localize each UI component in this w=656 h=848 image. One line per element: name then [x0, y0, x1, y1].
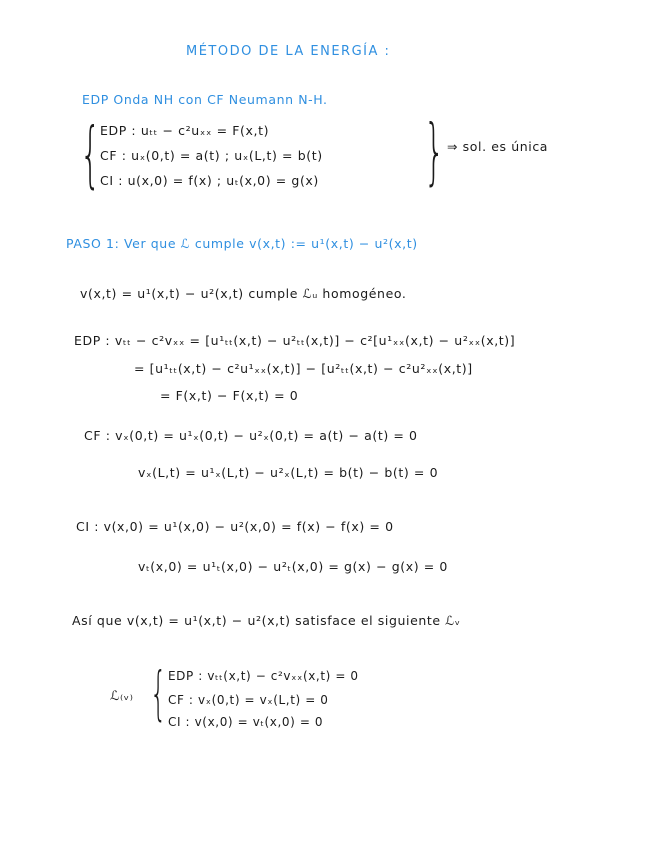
ci-step-2: vₜ(x,0) = u¹ₜ(x,0) − u²ₜ(x,0) = g(x) − g(x) = 0 [138, 559, 448, 574]
ci-step-1: CI : v(x,0) = u¹(x,0) − u²(x,0) = f(x) − f(x) = 0 [76, 519, 394, 534]
system-edp: EDP : uₜₜ − c²uₓₓ = F(x,t) [100, 123, 270, 138]
final-ci: CI : v(x,0) = vₜ(x,0) = 0 [168, 715, 324, 729]
edp-step-2: = [u¹ₜₜ(x,t) − c²u¹ₓₓ(x,t)] − [u²ₜₜ(x,t) − c²u²ₓₓ(x,t)] [134, 361, 473, 376]
left-brace: { [80, 112, 101, 196]
page-title: MÉTODO DE LA ENERGÍA : [186, 44, 391, 59]
final-left-brace: { [150, 659, 167, 727]
system-cf: CF : uₓ(0,t) = a(t) ; uₓ(L,t) = b(t) [100, 148, 323, 163]
system-ci: CI : u(x,0) = f(x) ; uₜ(x,0) = g(x) [100, 173, 319, 188]
final-edp: EDP : vₜₜ(x,t) − c²vₓₓ(x,t) = 0 [168, 669, 359, 683]
problem-subtitle: EDP Onda NH con CF Neumann N-H. [82, 92, 328, 107]
edp-step-1: EDP : vₜₜ − c²vₓₓ = [u¹ₜₜ(x,t) − u²ₜₜ(x,t)] − c²[u¹ₓₓ(x,t) − u²ₓₓ(x,t)] [74, 333, 516, 348]
intro-line: v(x,t) = u¹(x,t) − u²(x,t) cumple ℒᵤ homogéneo. [80, 286, 407, 301]
cf-step-1: CF : vₓ(0,t) = u¹ₓ(0,t) − u²ₓ(0,t) = a(t) − a(t) = 0 [84, 428, 418, 443]
final-system-label: ℒ₍ᵥ₎ [110, 689, 134, 704]
edp-step-3: = F(x,t) − F(x,t) = 0 [160, 388, 299, 403]
conclusion-line: Así que v(x,t) = u¹(x,t) − u²(x,t) satisface el siguiente ℒᵥ [72, 613, 461, 628]
right-brace: } [424, 109, 445, 193]
cf-step-2: vₓ(L,t) = u¹ₓ(L,t) − u²ₓ(L,t) = b(t) − b(t) = 0 [138, 465, 439, 480]
final-cf: CF : vₓ(0,t) = vₓ(L,t) = 0 [168, 693, 329, 707]
uniqueness-conclusion: ⇒ sol. es única [447, 139, 549, 154]
step1-heading: PASO 1: Ver que ℒ cumple v(x,t) := u¹(x,t) − u²(x,t) [66, 236, 418, 251]
